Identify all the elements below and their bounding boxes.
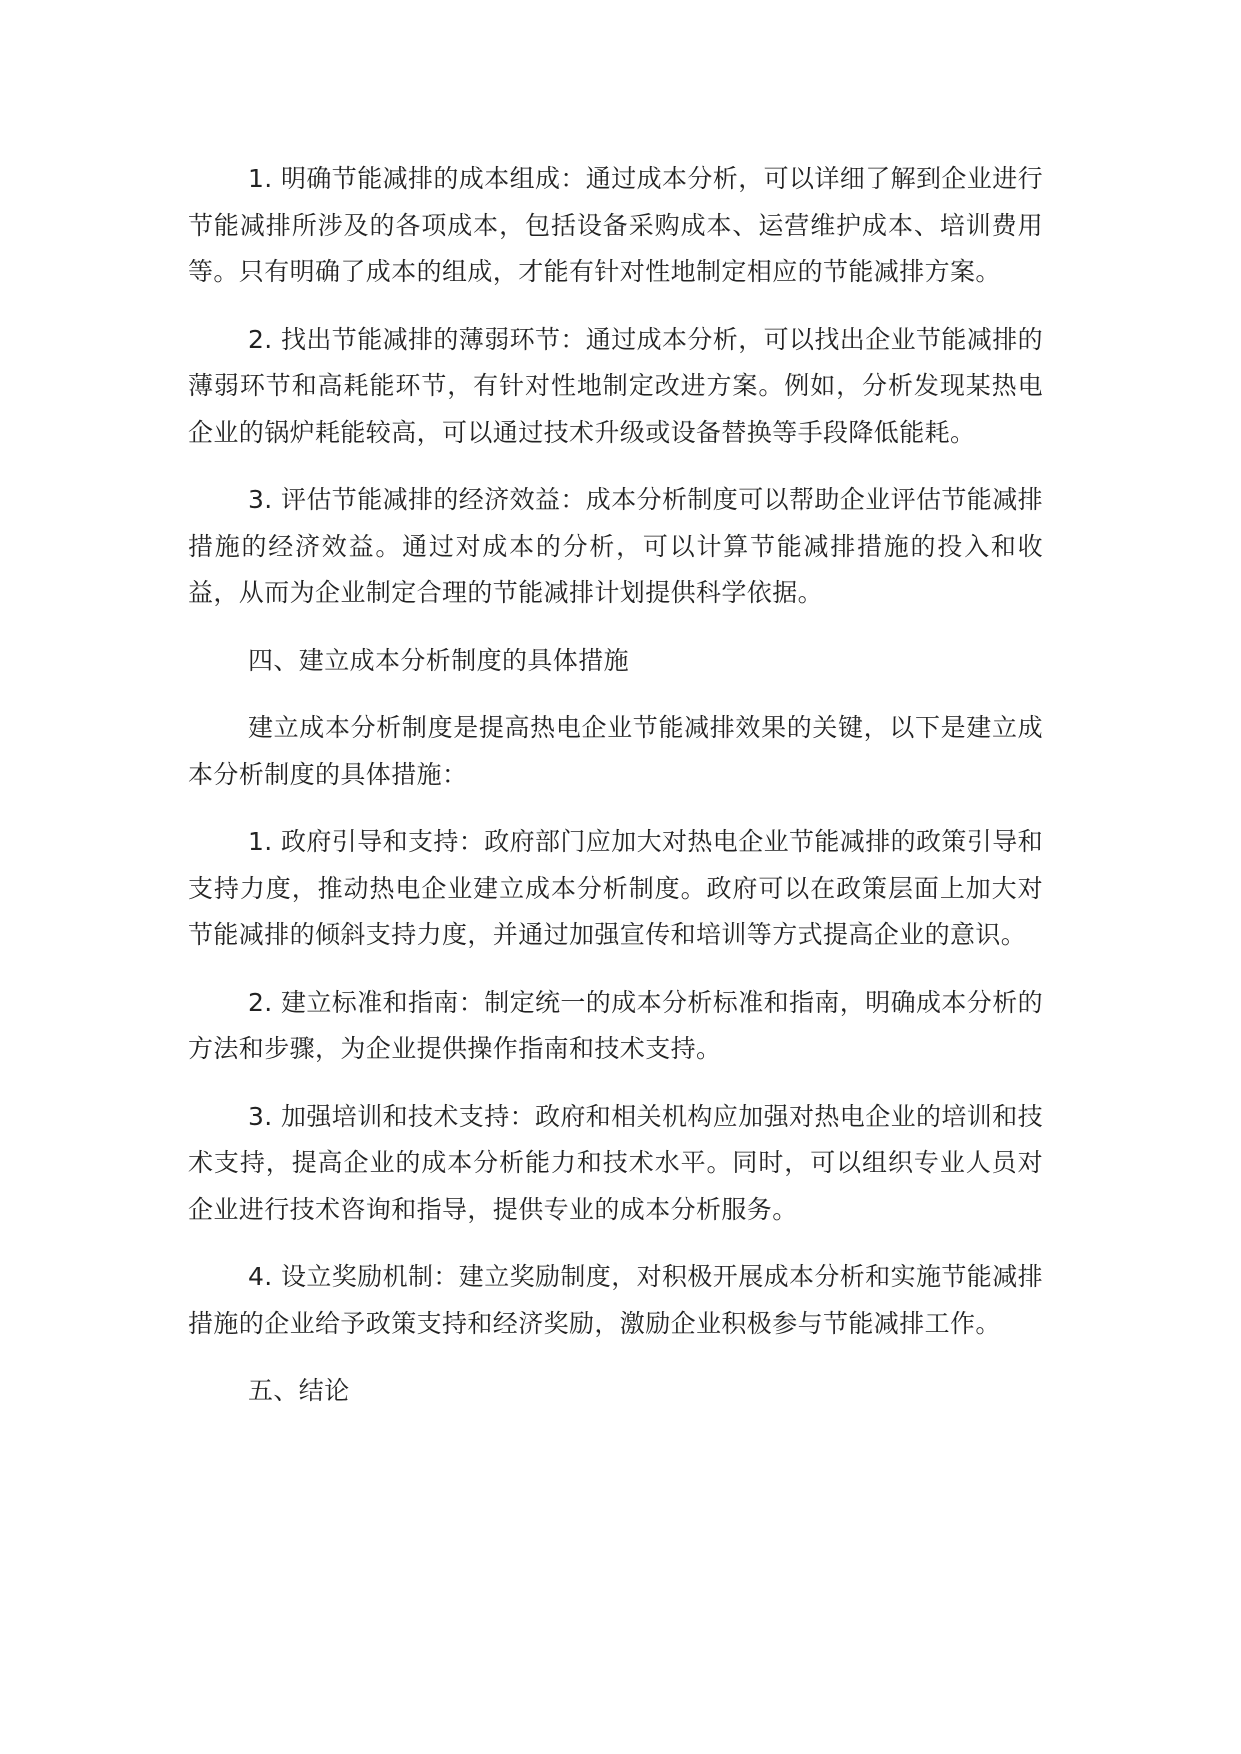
section-heading-5: 五、结论	[248, 1376, 350, 1405]
paragraph-standards-guidelines: 2. 建立标准和指南：制定统一的成本分析标准和指南，明确成本分析的方法和步骤，为企业提供操作指南和技术支持。	[188, 987, 1044, 1063]
section-heading-4: 四、建立成本分析制度的具体措施	[248, 645, 630, 675]
paragraph-reward-mechanism: 4. 设立奖励机制：建立奖励制度，对积极开展成本分析和实施节能减排措施的企业给予政策支持和经济奖励，激励企业积极参与节能减排工作。	[188, 1262, 1044, 1338]
paragraph-section-4-intro: 建立成本分析制度是提高热电企业节能减排效果的关键，以下是建立成本分析制度的具体措施：	[188, 713, 1043, 789]
document-page	[188, 156, 1043, 1436]
paragraph-government-guidance: 1. 政府引导和支持：政府部门应加大对热电企业节能减排的政策引导和支持力度，推动热电企业建立成本分析制度。政府可以在政策层面上加大对节能减排的倾斜支持力度，并通过加强宣传和培训等方式提高企业的意识。	[188, 827, 1044, 949]
paragraph-training-support: 3. 加强培训和技术支持：政府和相关机构应加强对热电企业的培训和技术支持，提高企业的成本分析能力和技术水平。同时，可以组织专业人员对企业进行技术咨询和指导，提供专业的成本分析服务。	[188, 1101, 1044, 1224]
paragraph-find-weak-links: 2. 找出节能减排的薄弱环节：通过成本分析，可以找出企业节能减排的薄弱环节和高耗能环节，有针对性地制定改进方案。例如，分析发现某热电企业的锅炉耗能较高，可以通过技术升级或设备替换等手段降低能耗。	[188, 324, 1044, 447]
paragraph-clarify-cost-composition: 1. 明确节能减排的成本组成：通过成本分析，可以详细了解到企业进行节能减排所涉及的各项成本，包括设备采购成本、运营维护成本、培训费用等。只有明确了成本的组成，才能有针对性地制定相应的节能减排方案。	[188, 164, 1044, 286]
paragraph-evaluate-economic-benefit: 3. 评估节能减排的经济效益：成本分析制度可以帮助企业评估节能减排措施的经济效益。通过对成本的分析，可以计算节能减排措施的投入和收益，从而为企业制定合理的节能减排计划提供科学依据。	[188, 485, 1044, 607]
